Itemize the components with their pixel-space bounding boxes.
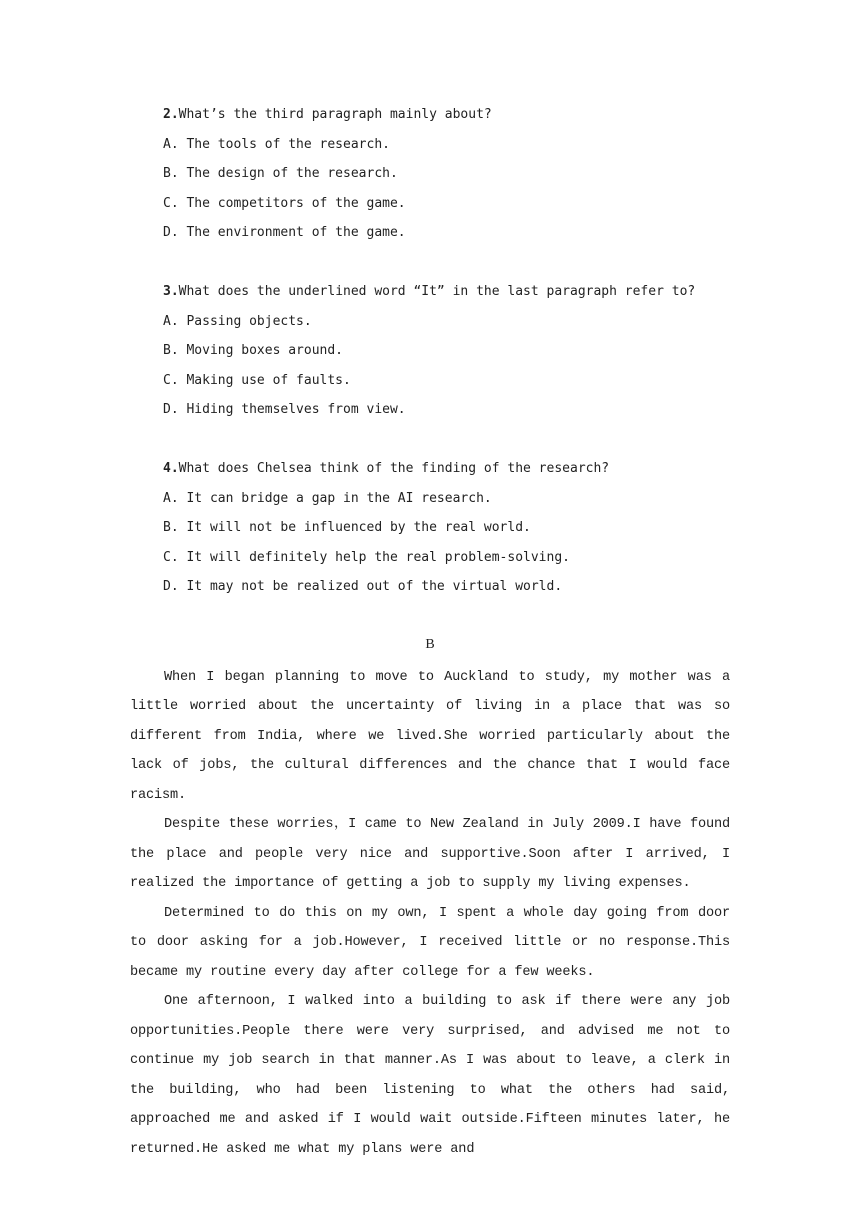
question-number: 3. (163, 284, 179, 299)
option-d: D. It may not be realized out of the virtual world. (163, 579, 563, 594)
question-2 (163, 103, 763, 251)
question-text: What does the underlined word “It” in the last paragraph refer to? (178, 284, 696, 299)
passage-paragraph: Determined to do this on my own, I spent a whole day going from door to door asking for a job.However, I received little or no response.This became my routine every day after college for a few weeks. (130, 905, 730, 980)
question-number: 2. (163, 107, 179, 122)
option-b: B. It will not be influenced by the real world. (163, 520, 531, 535)
question-text: What does Chelsea think of the finding of the research? (178, 461, 610, 476)
option-a: A. Passing objects. (163, 313, 312, 329)
question-number: 4. (163, 461, 179, 476)
option-c: C. It will definitely help the real problem-solving. (163, 549, 570, 565)
option-c: C. Making use of faults. (163, 372, 351, 388)
option-c: C. The competitors of the game. (163, 195, 406, 211)
passage-paragraph: When I began planning to move to Auckland to study, my mother was a little worried about the uncertainty of living in a place that was so different from India, where we lived.She worried particularly about the lack of jobs, the cultural differences and the chance that I would face racism. (130, 669, 730, 803)
question-text: What’s the third paragraph mainly about? (178, 107, 492, 122)
question-3 (163, 280, 763, 428)
option-d: D. The environment of the game. (163, 225, 406, 240)
question-4 (163, 457, 763, 605)
question-stem (163, 280, 763, 310)
reading-passage-b (130, 633, 730, 1164)
option-a: A. The tools of the research. (163, 136, 390, 152)
section-title: B (425, 637, 435, 652)
question-stem (163, 457, 763, 487)
passage-paragraph: Despite these worries，I came to New Zealand in July 2009.I have found the place and people very nice and supportive.Soon after I arrived, I realized the importance of getting a job to supply my living expenses. (130, 817, 730, 891)
question-stem (163, 103, 763, 133)
option-d: D. Hiding themselves from view. (163, 402, 406, 417)
option-b: B. The design of the research. (163, 166, 398, 181)
option-b: B. Moving boxes around. (163, 343, 344, 358)
passage-paragraph: One afternoon, I walked into a building to ask if there were any job opportunities.People there were very surprised, and advised me not to continue my job search in that manner.As I was about to leave, a clerk in the building, who had been listening to what the others had said, approached me and asked if I would wait outside.Fifteen minutes later, he returned.He asked me what my plans were and (130, 994, 730, 1157)
option-a: A. It can bridge a gap in the AI research. (163, 490, 492, 506)
